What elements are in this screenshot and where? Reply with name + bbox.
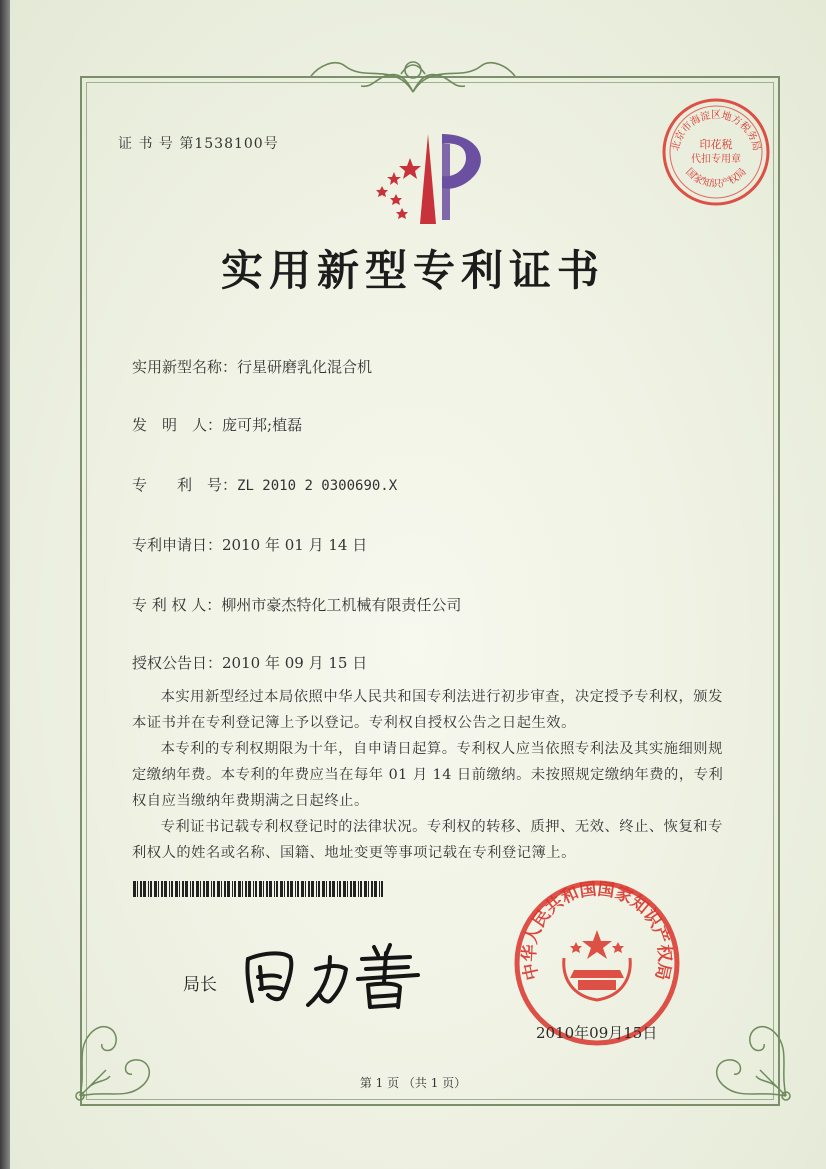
barcode-bar [221, 881, 222, 897]
field-inventor [132, 414, 302, 435]
barcode-bar [284, 881, 285, 897]
barcode-bar [305, 881, 306, 897]
certificate-body [132, 684, 732, 866]
field-label: 实用新型名称： [132, 358, 238, 376]
barcode-bar [329, 881, 331, 897]
barcode-bar [266, 881, 268, 897]
field-value: 2010 年 01 月 14 日 [222, 536, 368, 554]
barcode-bar [318, 881, 320, 897]
corner-ornament-bottom-left-icon [66, 1000, 176, 1110]
field-value: 2010 年 09 月 15 日 [222, 654, 368, 672]
field-label: 专利申请日： [132, 536, 223, 554]
barcode-bar [339, 881, 341, 897]
barcode-bar [238, 881, 241, 897]
barcode-bar [143, 881, 146, 897]
barcode-bar [301, 881, 304, 897]
barcode-bar [358, 881, 359, 897]
barcode-bar [269, 881, 272, 897]
barcode-bar [350, 881, 352, 897]
barcode-bar [224, 881, 226, 897]
patent-office-logo-icon [370, 128, 494, 228]
barcode-bar [161, 881, 163, 897]
barcode-bar [203, 881, 205, 897]
barcode-bar [200, 881, 201, 897]
barcode-bar [164, 881, 167, 897]
barcode-bar [311, 881, 314, 897]
stamp-inner-line: 代扣专用章 [691, 154, 741, 165]
barcode-bar [211, 881, 212, 897]
body-paragraph: 本专利的专利权期限为十年，自申请日起算。专利权人应当依照专利法及其实施细则规定缴纳年费。本专利的年费应当在每年 01 月 14 日前缴纳。未按照规定缴纳年费的，专利权自应当缴纳年费期满之日起终止。 [132, 741, 724, 809]
barcode-bar [196, 881, 199, 897]
barcode-bar [332, 881, 335, 897]
page-footer: 第 1 页 （共 1 页） [359, 1076, 467, 1090]
barcode-bar [347, 881, 348, 897]
barcode-bar [371, 881, 373, 897]
field-label: 专 利 号： [132, 476, 238, 494]
field-value: 行星研磨乳化混合机 [237, 358, 373, 376]
seal-date: 2010年09月15日 [536, 1024, 658, 1042]
barcode-bar [182, 881, 184, 897]
barcode-bar [185, 881, 188, 897]
barcode-bar [133, 881, 136, 897]
tax-stamp-icon [660, 96, 772, 208]
barcode-bar [295, 881, 296, 897]
barcode-bar [190, 881, 191, 897]
field-filing-date [132, 534, 367, 555]
barcode-bar [192, 881, 194, 897]
director-signature-icon [238, 935, 428, 1015]
barcode-bar [234, 881, 236, 897]
barcode-bar [150, 881, 152, 897]
barcode-bar [274, 881, 275, 897]
field-label: 发 明 人： [132, 416, 223, 434]
barcode-bar [169, 881, 170, 897]
barcode-bar [140, 881, 142, 897]
barcode-bar [276, 881, 278, 897]
barcode-bar [232, 881, 233, 897]
barcode-bar [364, 881, 367, 897]
barcode-bar [353, 881, 356, 897]
field-patentee [132, 594, 461, 615]
barcode-bar [287, 881, 289, 897]
certificate-number: 证 书 号 第1538100号 [118, 136, 279, 152]
barcode-bar [381, 881, 383, 897]
field-value: ZL 2010 2 0300690.X [237, 478, 398, 494]
stamp-inner-line: 印花税 [699, 138, 733, 151]
barcode-bar [206, 881, 209, 897]
barcode-bar [360, 881, 362, 897]
barcode-bar [154, 881, 157, 897]
barcode-bar [290, 881, 293, 897]
barcode-bar [263, 881, 264, 897]
field-patent-number [132, 474, 397, 495]
barcode-bar [326, 881, 327, 897]
barcode-bar [242, 881, 243, 897]
barcode-bar [171, 881, 173, 897]
barcode-bar [368, 881, 369, 897]
svg-text:国家知识产权局 [683, 166, 748, 190]
field-label: 专 利 权 人： [132, 596, 222, 614]
barcode-bar [297, 881, 299, 897]
top-ornament-icon [305, 52, 521, 98]
barcode-bar [255, 881, 257, 897]
barcode-icon [133, 881, 385, 897]
director-label: 局长 [183, 975, 217, 995]
barcode-bar [248, 881, 251, 897]
corner-ornament-bottom-right-icon [690, 1000, 800, 1110]
body-paragraph: 专利证书记载专利权登记时的法律状况。专利权的转移、质押、无效、终止、恢复和专利权人的姓名或名称、国籍、地址变更等事项记载在专利登记簿上。 [132, 819, 723, 861]
barcode-bar [253, 881, 254, 897]
barcode-bar [343, 881, 346, 897]
barcode-bar [213, 881, 215, 897]
barcode-bar [322, 881, 325, 897]
barcode-bar [379, 881, 380, 897]
field-grant-date [132, 652, 367, 673]
barcode-bar [179, 881, 180, 897]
binding-edge [0, 0, 10, 1169]
barcode-bar [137, 881, 138, 897]
stamp-bottom-text: 国家知识产权局 [683, 166, 749, 191]
stamp-text: 北京市海淀区地方税务局 [670, 110, 762, 153]
body-paragraph: 本实用新型经过本局依照中华人民共和国专利法进行初步审查，决定授予专利权，颁发本证书并在专利登记簿上予以登记。专利权自授权公告之日起生效。 [132, 689, 723, 731]
field-value: 柳州市豪杰特化工机械有限责任公司 [221, 596, 462, 614]
barcode-bar [158, 881, 159, 897]
barcode-bar [308, 881, 310, 897]
barcode-bar [316, 881, 317, 897]
certificate-title: 实用新型专利证书 [220, 246, 605, 295]
barcode-bar [374, 881, 377, 897]
barcode-bar [280, 881, 283, 897]
barcode-bar [148, 881, 149, 897]
field-utility-model-name [132, 356, 372, 377]
field-value: 庞可邦;植磊 [222, 416, 303, 434]
barcode-bar [259, 881, 262, 897]
barcode-bar [227, 881, 230, 897]
barcode-bar [337, 881, 338, 897]
barcode-bar [175, 881, 178, 897]
barcode-bar [245, 881, 247, 897]
seal-text: 中华人民共和国国家知识产权局 [519, 879, 675, 982]
barcode-bar [217, 881, 220, 897]
field-label: 授权公告日： [132, 654, 223, 672]
